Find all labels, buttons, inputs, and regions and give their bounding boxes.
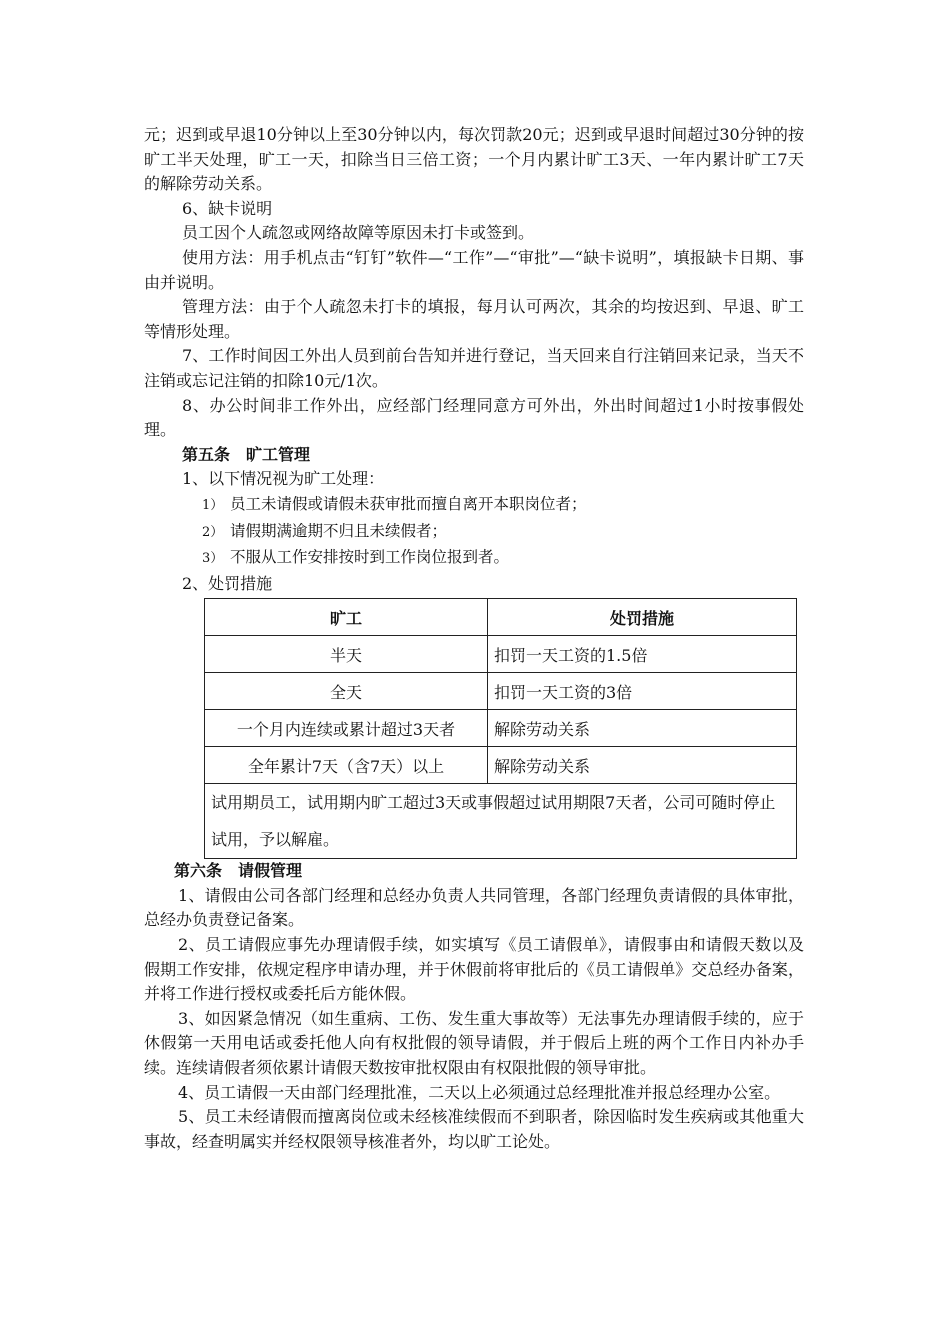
list-item-number: 2） [202, 524, 224, 540]
table-header-cell: 处罚措施 [488, 599, 797, 636]
article6-paragraph: 3、如因紧急情况（如生重病、工伤、发生重大事故等）无法事先办理请假手续的，应于休假第一天用电话或委托他人向有权批假的领导请假，并于假后上班的两个工作日内补办手续。连续请假者须依累计请假天数按审批权限由有权限批假的领导审批。 [144, 1008, 804, 1078]
document-body [144, 123, 804, 1154]
list-item [144, 519, 804, 546]
paragraph-management-method: 管理方法：由于个人疏忽未打卡的填报，每月认可两次，其余的均按迟到、早退、旷工等情形处理。 [144, 297, 804, 341]
penalty-table [204, 598, 797, 859]
paragraph-lateness-penalty: 元；迟到或早退10分钟以上至30分钟以内，每次罚款20元；迟到或早退时间超过30分钟的按旷工半天处理，旷工一天，扣除当日三倍工资；一个月内累计旷工3天、一年内累计旷工7天的解除劳动关系。 [144, 125, 804, 194]
table-header-cell: 旷工 [205, 599, 488, 636]
table-header-row [205, 599, 797, 636]
table-cell: 解除劳动关系 [488, 747, 797, 784]
table-cell: 扣罚一天工资的1.5倍 [488, 636, 797, 673]
article6-paragraph: 1、请假由公司各部门经理和总经办负责人共同管理，各部门经理负责请假的具体审批，总经办负责登记备案。 [144, 885, 804, 930]
paragraph-missing-punch-heading: 6、缺卡说明 [182, 198, 273, 218]
list-item-text: 不服从工作安排按时到工作岗位报到者。 [230, 548, 510, 567]
article6-paragraph: 2、员工请假应事先办理请假手续，如实填写《员工请假单》，请假事由和请假天数以及假期工作安排，依规定程序申请办理，并于休假前将审批后的《员工请假单》交总经办备案，并将工作进行授权或委托后方能休假。 [144, 935, 804, 1004]
article6-paragraph: 4、员工请假一天由部门经理批准，二天以上必须通过总经理批准并报总经理办公室。 [178, 1082, 781, 1102]
table-row [205, 747, 797, 784]
table-cell: 半天 [205, 636, 488, 673]
paragraph-outing-registration: 7、工作时间因工外出人员到前台告知并进行登记，当天回来自行注销回来记录，当天不注销或忘记注销的扣除10元/1次。 [144, 346, 804, 390]
table-cell: 全天 [205, 673, 488, 710]
list-item [144, 545, 804, 572]
paragraph-usage-method: 使用方法：用手机点击“钉钉”软件—“工作”—“审批”—“缺卡说明”，填报缺卡日期、事由并说明。 [144, 247, 804, 292]
table-row [205, 710, 797, 747]
list-item [144, 492, 804, 519]
list-item-text: 员工未请假或请假未获审批而擅自离开本职岗位者； [230, 494, 587, 513]
table-cell: 一个月内连续或累计超过3天者 [205, 710, 488, 747]
list-item-text: 请假期满逾期不归且未续假者； [230, 521, 448, 540]
paragraph-office-outing: 8、办公时间非工作外出，应经部门经理同意方可外出，外出时间超过1小时按事假处理。 [144, 395, 804, 440]
article5-title: 第五条 旷工管理 [182, 444, 311, 464]
list-item-number: 1） [202, 497, 224, 513]
table-cell: 全年累计7天（含7天）以上 [205, 747, 488, 784]
article6-paragraph: 5、员工未经请假而擅离岗位或未经核准续假而不到职者，除因临时发生疾病或其他重大事故，经查明属实并经权限领导核准者外，均以旷工论处。 [144, 1107, 804, 1151]
table-row [205, 673, 797, 710]
list-item-number: 3） [202, 551, 224, 567]
article5-item1: 1、以下情况视为旷工处理： [182, 469, 385, 489]
table-cell: 扣罚一天工资的3倍 [488, 673, 797, 710]
table-cell: 解除劳动关系 [488, 710, 797, 747]
article5-item2: 2、处罚措施 [182, 573, 273, 593]
article6-title: 第六条 请假管理 [174, 861, 303, 881]
table-note-row [205, 784, 797, 859]
table-note: 试用期员工，试用期内旷工超过3天或事假超过试用期限7天者，公司可随时停止试用，予以解雇。 [205, 784, 797, 859]
paragraph-missing-punch-desc: 员工因个人疏忽或网络故障等原因未打卡或签到。 [182, 223, 535, 243]
table-row [205, 636, 797, 673]
